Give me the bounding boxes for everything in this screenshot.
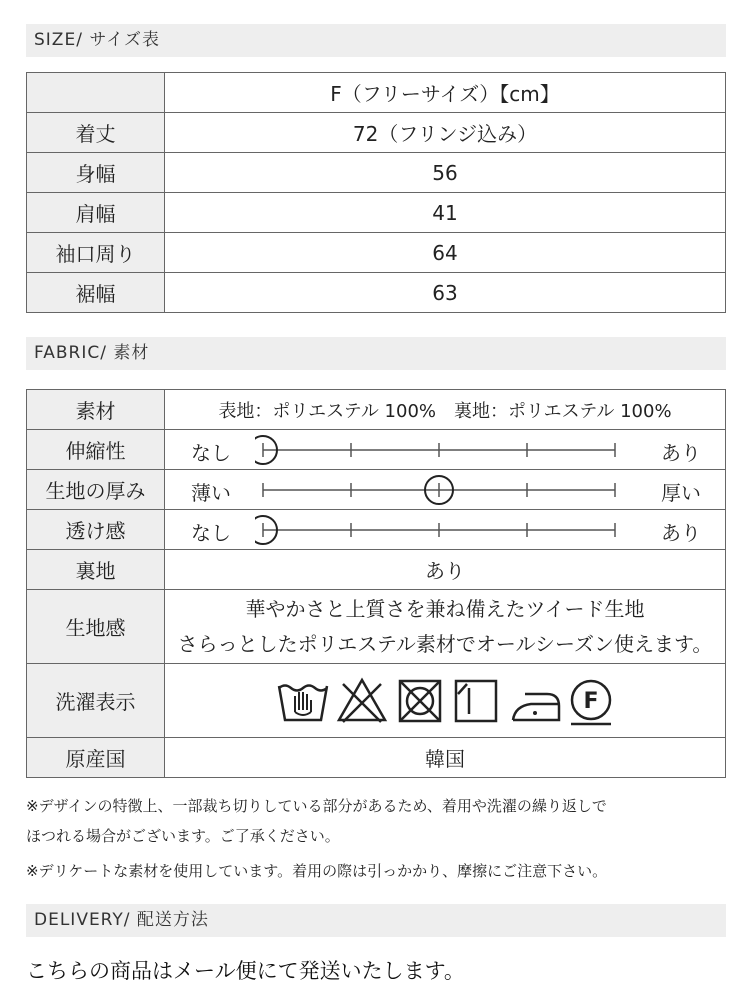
scale-left-label: なし (191, 521, 231, 545)
material-value: 表地：ポリエステル 100% 裏地：ポリエステル 100% (165, 390, 726, 430)
size-row-label: 裾幅 (27, 273, 165, 313)
stretch-scale-cell (165, 430, 726, 470)
size-row-hem (27, 273, 726, 313)
dry-clean-f-icon (571, 681, 611, 724)
lining-row (27, 550, 726, 590)
note-2: ※デリケートな素材を使用しています。着用の際は引っかかり、摩擦にご注意下さい。 (26, 862, 608, 880)
size-row-label: 肩幅 (27, 193, 165, 233)
feel-label: 生地感 (27, 590, 165, 664)
care-icons (165, 664, 726, 738)
size-row-shoulder (27, 193, 726, 233)
sheerness-slider (255, 514, 635, 546)
delivery-text: こちらの商品はメール便にて発送いたします。 (26, 959, 465, 983)
size-row-value: 72（フリンジ込み） (165, 113, 726, 153)
hand-wash-icon (279, 685, 327, 720)
scale-left-label: 薄い (191, 481, 231, 505)
stretch-scale (165, 430, 725, 469)
care-row (27, 664, 726, 738)
thickness-scale-cell (165, 470, 726, 510)
feel-line-1: 華やかさと上質さを兼ね備えたツイード生地 (245, 596, 645, 621)
sheerness-label: 透け感 (27, 510, 165, 550)
delivery-section-heading: DELIVERY/ 配送方法 (26, 904, 726, 937)
size-row-value: 64 (165, 233, 726, 273)
thickness-label: 生地の厚み (27, 470, 165, 510)
thickness-slider (255, 474, 635, 506)
size-row-value: 56 (165, 153, 726, 193)
no-tumble-dry-icon (400, 681, 440, 721)
size-row-width (27, 153, 726, 193)
feel-line-2: さらっとしたポリエステル素材でオールシーズン使えます。 (177, 631, 713, 656)
line-dry-icon (456, 681, 496, 721)
stretch-slider (255, 434, 635, 466)
size-header-label: F（フリーサイズ）【cm】 (165, 73, 726, 113)
feel-value (165, 590, 726, 664)
size-row-value: 41 (165, 193, 726, 233)
size-row-length (27, 113, 726, 153)
material-label: 素材 (27, 390, 165, 430)
size-row-label: 着丈 (27, 113, 165, 153)
no-bleach-icon (339, 680, 385, 722)
material-row (27, 390, 726, 430)
care-symbols (275, 676, 615, 726)
lining-value: あり (165, 550, 726, 590)
size-section-heading: SIZE/ サイズ表 (26, 24, 726, 57)
thickness-row (27, 470, 726, 510)
low-iron-icon (513, 694, 559, 720)
lining-label: 裏地 (27, 550, 165, 590)
scale-right-label: あり (661, 441, 701, 465)
size-header-row (27, 73, 726, 113)
fabric-section-heading: FABRIC/ 素材 (26, 337, 726, 370)
sheerness-row (27, 510, 726, 550)
sheerness-scale (165, 510, 725, 549)
size-table (26, 72, 726, 313)
scale-right-label: あり (661, 521, 701, 545)
stretch-row (27, 430, 726, 470)
origin-value: 韓国 (165, 738, 726, 778)
note-1-line-1: ※デザインの特徴上、一部裁ち切りしている部分があるため、着用や洗濯の繰り返しで (26, 797, 607, 815)
feel-row (27, 590, 726, 664)
size-row-label: 袖口周り (27, 233, 165, 273)
size-row-cuff (27, 233, 726, 273)
scale-left-label: なし (191, 441, 231, 465)
fabric-table (26, 389, 726, 778)
origin-row (27, 738, 726, 778)
sheerness-scale-cell (165, 510, 726, 550)
note-1-line-2: ほつれる場合がございます。ご了承ください。 (26, 827, 340, 845)
stretch-label: 伸縮性 (27, 430, 165, 470)
size-row-value: 63 (165, 273, 726, 313)
scale-right-label: 厚い (661, 481, 701, 505)
care-label: 洗濯表示 (27, 664, 165, 738)
size-header-blank (27, 73, 165, 113)
size-row-label: 身幅 (27, 153, 165, 193)
dry-clean-letter: F (583, 688, 599, 714)
thickness-scale (165, 470, 725, 509)
origin-label: 原産国 (27, 738, 165, 778)
